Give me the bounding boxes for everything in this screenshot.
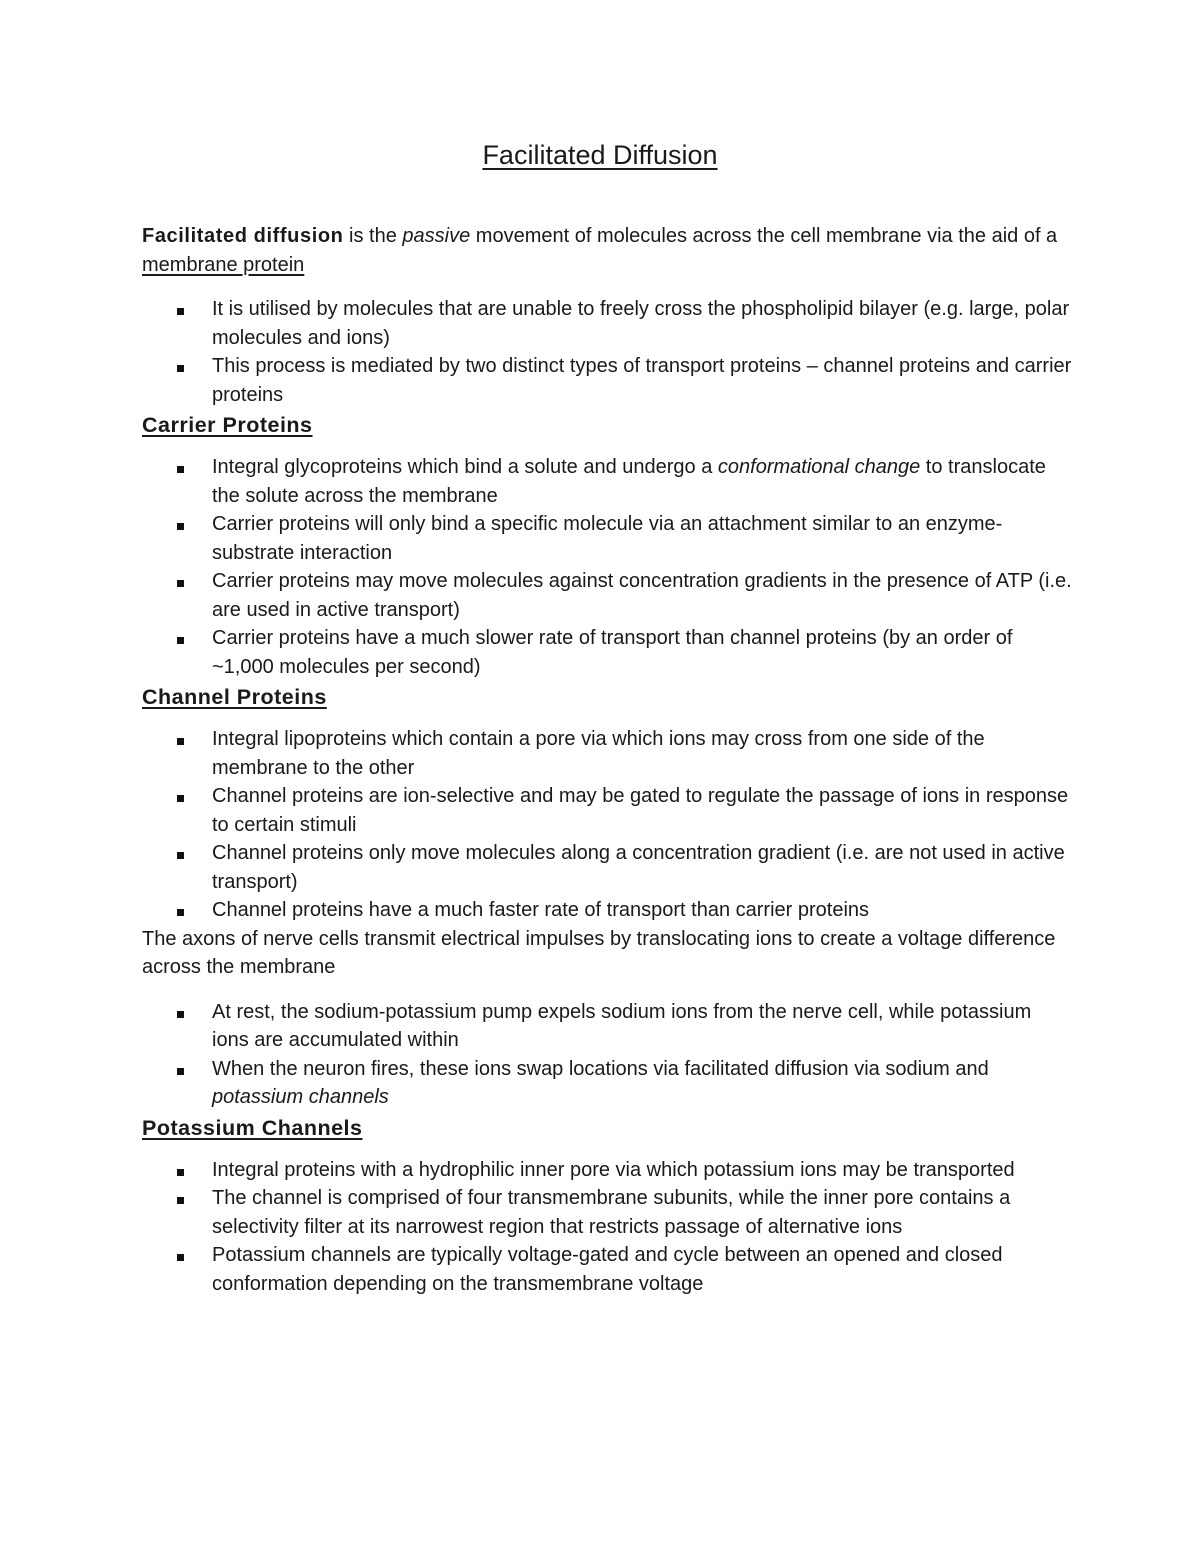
list-item-text: The channel is comprised of four transmembrane subunits, while the inner pore contains a selectivity filter at its narrowest region that restricts passage of alternative ions (212, 1187, 1011, 1238)
list-item (212, 567, 1072, 624)
list-item (212, 839, 1072, 896)
list-item-text: Integral proteins with a hydrophilic inner pore via which potassium ions may be transported (212, 1158, 1015, 1181)
bullet-icon (177, 1169, 184, 1176)
list-item-text-pre: Integral glycoproteins which bind a solute and undergo a (212, 456, 718, 478)
bullet-icon (177, 909, 184, 916)
bullet-icon (177, 308, 184, 315)
intro-text-2: movement of molecules across the cell membrane via the aid of a (470, 225, 1058, 247)
list-item-text: Carrier proteins will only bind a specific molecule via an attachment similar to an enzyme-substrate interaction (212, 513, 1003, 564)
document-body (142, 222, 1072, 1298)
list-item (212, 725, 1072, 782)
intro-bullet-list (142, 295, 1072, 409)
potassium-channels-heading: Potassium Channels (142, 1115, 363, 1140)
bullet-icon (177, 1011, 184, 1018)
bullet-icon (177, 738, 184, 745)
carrier-bullet-list (142, 453, 1072, 681)
list-item (212, 1184, 1072, 1241)
list-item (212, 1241, 1072, 1298)
list-item (212, 782, 1072, 839)
list-item-text: Channel proteins only move molecules along a concentration gradient (i.e. are not used in active transport) (212, 842, 1065, 893)
list-item-text: Channel proteins have a much faster rate of transport than carrier proteins (212, 899, 870, 921)
potassium-bullet-list (142, 1156, 1072, 1299)
bullet-icon (177, 1197, 184, 1204)
intro-term: Facilitated diffusion (142, 225, 344, 247)
potassium-channels-emphasis: potassium channels (212, 1086, 389, 1108)
page-title: Facilitated Diffusion (482, 140, 718, 170)
conformational-change-emphasis: conformational change (717, 456, 921, 478)
bullet-icon (177, 1254, 184, 1261)
list-item-text-pre: When the neuron fires, these ions swap locations via facilitated diffusion via sodium and (212, 1057, 989, 1080)
intro-text-1: is the (343, 225, 403, 247)
list-item-text: Carrier proteins may move molecules against concentration gradients in the presence of ATP (i.e. are used in active transport) (212, 570, 1072, 621)
channel-bullet-list (142, 725, 1072, 925)
list-item (212, 510, 1072, 567)
list-item-text: Channel proteins are ion-selective and may be gated to regulate the passage of ions in response to certain stimuli (212, 785, 1069, 836)
bullet-icon (177, 852, 184, 859)
bullet-icon (177, 795, 184, 802)
list-item-text: Potassium channels are typically voltage-gated and cycle between an opened and closed conformation depending on the transmembrane voltage (212, 1244, 1003, 1295)
channel-proteins-heading: Channel Proteins (142, 685, 327, 709)
intro-passive: passive (402, 225, 471, 247)
bullet-icon (177, 466, 184, 473)
bullet-icon (177, 1068, 184, 1075)
intro-paragraph (142, 222, 1072, 279)
list-item (212, 295, 1072, 352)
bullet-icon (177, 637, 184, 644)
list-item-text: Integral lipoproteins which contain a pore via which ions may cross from one side of the membrane to the other (212, 728, 985, 779)
list-item (212, 624, 1072, 681)
list-item (212, 1156, 1072, 1185)
nerve-bullet-list (142, 998, 1072, 1112)
nerve-paragraph: The axons of nerve cells transmit electrical impulses by translocating ions to create a voltage difference across the membrane (142, 927, 1056, 978)
list-item-text: This process is mediated by two distinct types of transport proteins – channel proteins and carrier proteins (212, 355, 1072, 406)
list-item (212, 352, 1072, 409)
list-item-text-post: to translocate the solute across the membrane (212, 456, 1046, 507)
list-item (212, 453, 1072, 510)
list-item-text: It is utilised by molecules that are unable to freely cross the phospholipid bilayer (e.g. large, polar molecules and ions) (212, 298, 1070, 349)
list-item (212, 896, 1072, 925)
bullet-icon (177, 523, 184, 530)
list-item-text: At rest, the sodium-potassium pump expels sodium ions from the nerve cell, while potassium ions are accumulated within (212, 1000, 1032, 1051)
list-item (212, 1055, 1072, 1112)
bullet-icon (177, 580, 184, 587)
list-item (212, 998, 1072, 1055)
membrane-protein-link: membrane protein (142, 253, 305, 276)
list-item-text: Carrier proteins have a much slower rate of transport than channel proteins (by an order of ~1,000 molecules per second) (212, 627, 1013, 678)
bullet-icon (177, 365, 184, 372)
carrier-proteins-heading: Carrier Proteins (142, 413, 313, 437)
